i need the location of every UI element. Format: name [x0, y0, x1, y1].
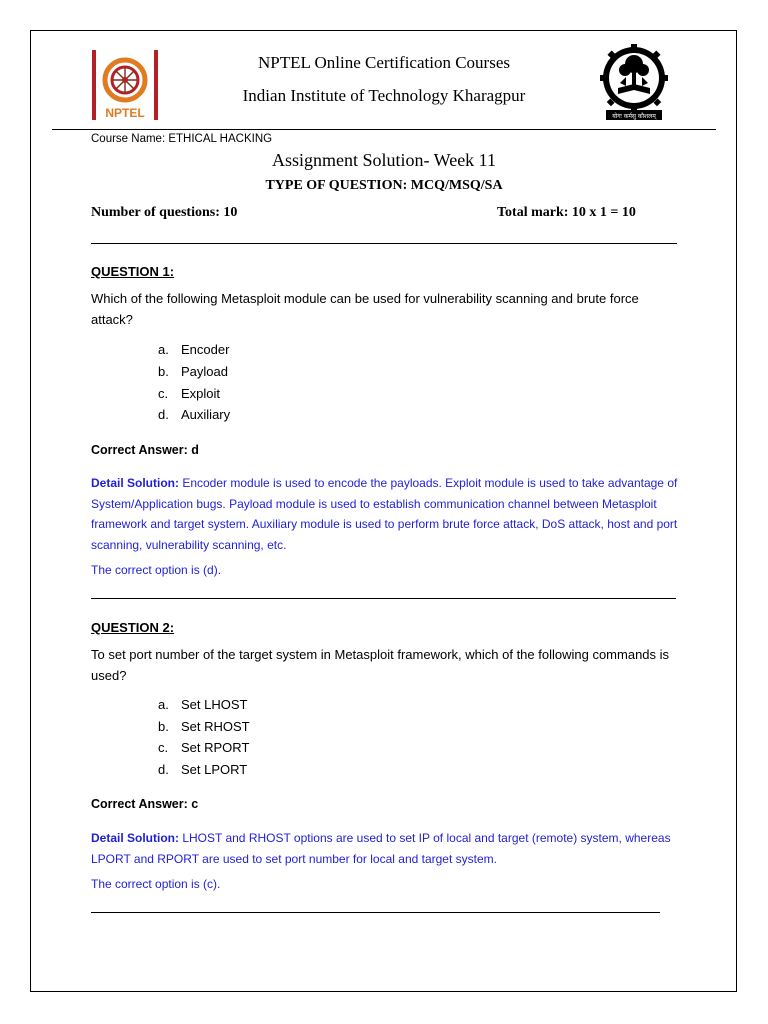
- option-letter: c.: [158, 386, 169, 401]
- question-heading: QUESTION 1:: [91, 264, 175, 279]
- option-letter: d.: [158, 762, 169, 777]
- question-heading: QUESTION 2:: [91, 620, 175, 635]
- option-text: Set LHOST: [181, 697, 248, 712]
- option-text: Set LPORT: [181, 762, 248, 777]
- option-item: [158, 386, 220, 401]
- detail-solution-text: LHOST and RHOST options are used to set IP of local and target (remote) system, whereas LPORT and RPORT are used to set port number for local and target system.: [91, 831, 671, 866]
- option-text: Exploit: [181, 386, 221, 401]
- correct-option: The correct option is (d).: [91, 563, 222, 577]
- option-item: [158, 364, 228, 379]
- section-divider: [91, 243, 677, 244]
- iit-logo-motto: योगः कर्मसु कौशलम्: [612, 113, 656, 120]
- option-item: [158, 762, 247, 777]
- assignment-title: Assignment Solution- Week 11: [271, 150, 497, 170]
- course-name: Course Name: ETHICAL HACKING: [91, 133, 273, 145]
- option-item: [158, 697, 247, 712]
- detail-solution: [91, 828, 681, 869]
- option-letter: b.: [158, 719, 169, 734]
- correct-option: The correct option is (c).: [91, 877, 221, 891]
- option-letter: a.: [158, 697, 169, 712]
- option-letter: b.: [158, 364, 169, 379]
- header-institute-name: Indian Institute of Technology Kharagpur: [242, 86, 526, 105]
- option-item: [158, 719, 250, 734]
- option-item: [158, 342, 229, 357]
- number-of-questions: Number of questions: 10: [91, 205, 238, 220]
- option-text: Set RHOST: [181, 719, 250, 734]
- question-text: Which of the following Metasploit module can be used for vulnerability scanning and brute force attack?: [91, 291, 639, 327]
- nptel-logo-text: NPTEL: [105, 106, 145, 120]
- header-institute-program: NPTEL Online Certification Courses: [258, 53, 510, 72]
- option-text: Set RPORT: [181, 740, 250, 755]
- detail-solution-label: Detail Solution:: [91, 476, 179, 490]
- option-letter: d.: [158, 407, 169, 422]
- question-type: TYPE OF QUESTION: MCQ/MSQ/SA: [265, 178, 503, 193]
- option-text: Payload: [181, 364, 228, 379]
- header-divider: [52, 129, 716, 130]
- option-text: Auxiliary: [181, 407, 231, 422]
- option-item: [158, 740, 249, 755]
- option-letter: a.: [158, 342, 169, 357]
- correct-answer: Correct Answer: c: [91, 797, 199, 811]
- option-text: Encoder: [181, 342, 230, 357]
- question-text: To set port number of the target system in Metasploit framework, which of the following commands is used?: [91, 647, 670, 683]
- option-letter: c.: [158, 740, 169, 755]
- detail-solution-text: Encoder module is used to encode the payloads. Exploit module is used to take advantage of System/Application bugs. Payload module is used to establish communication channel between Metasploit framework and target system. Auxiliary module is used to perform brute force attack, DoS attack, host and port scanning, vulnerability scanning, etc.: [91, 476, 678, 552]
- option-item: [158, 407, 230, 422]
- correct-answer: Correct Answer: d: [91, 443, 199, 457]
- section-divider: [91, 912, 660, 913]
- section-divider: [91, 598, 676, 599]
- detail-solution: [91, 473, 681, 555]
- detail-solution-label: Detail Solution:: [91, 831, 179, 845]
- total-mark: Total mark: 10 x 1 = 10: [497, 205, 636, 220]
